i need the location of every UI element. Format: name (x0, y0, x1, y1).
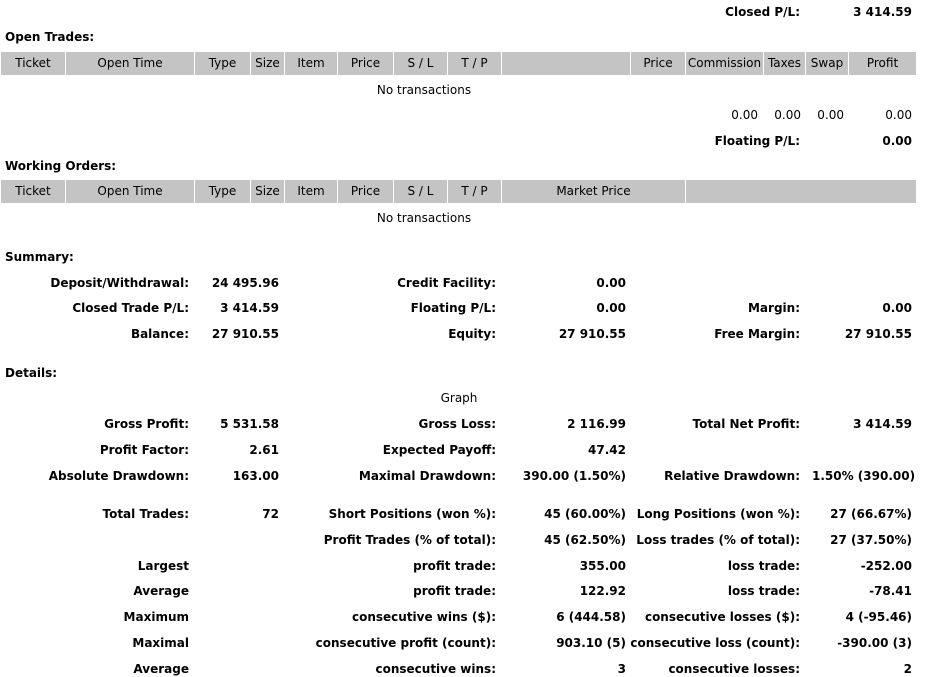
details-value-2: 45 (62.50%) (544, 533, 626, 547)
open-trades-title: Open Trades: (5, 30, 95, 44)
details-label-3: Long Positions (won %): (636, 507, 800, 521)
details-value-2: 3 (617, 662, 626, 676)
balance-label: Balance: (130, 327, 189, 341)
details-value-2: 47.42 (588, 443, 626, 457)
free-margin-label: Free Margin: (714, 327, 800, 341)
details-label-2: Maximal Drawdown: (358, 469, 496, 483)
open-trades-empty: No transactions (376, 83, 472, 97)
details-label-2: Gross Loss: (418, 417, 496, 431)
details-value-3: 4 (-95.46) (845, 610, 912, 624)
open-floating-value: 0.00 (882, 134, 912, 148)
credit-label: Credit Facility: (397, 276, 496, 290)
details-value-2: 2 116.99 (567, 417, 626, 431)
details-value-2: 6 (444.58) (556, 610, 626, 624)
details-title: Details: (5, 366, 58, 380)
details-value-3: -252.00 (860, 559, 912, 573)
details-value-2: 45 (60.00%) (544, 507, 626, 521)
details-value-3: 27 (66.67%) (830, 507, 912, 521)
details-label-1: Largest (137, 559, 189, 573)
details-value-1: 5 531.58 (220, 417, 279, 431)
wo-col-type: Type (195, 180, 251, 203)
wo-col-ticket: Ticket (1, 180, 66, 203)
col-taxes: Taxes (764, 52, 806, 75)
details-label-1: Total Trades: (102, 507, 189, 521)
open-trades-header (1, 52, 916, 75)
closed-trade-value: 3 414.59 (220, 301, 279, 315)
col-size: Size (251, 52, 285, 75)
wo-col-blank (686, 180, 916, 203)
working-orders-empty: No transactions (376, 211, 472, 225)
details-value-3: -390.00 (3) (837, 636, 912, 650)
details-value-3: 27 (37.50%) (830, 533, 912, 547)
details-value-3: 3 414.59 (853, 417, 912, 431)
details-label-1: Absolute Drawdown: (48, 469, 189, 483)
details-label-1: Average (133, 584, 189, 598)
details-label-1: Gross Profit: (104, 417, 189, 431)
details-label-1: Maximal (132, 636, 189, 650)
details-value-2: 122.92 (579, 584, 626, 598)
details-label-3: Loss trades (% of total): (636, 533, 800, 547)
col-blank (502, 52, 631, 75)
details-label-2: Short Positions (won %): (328, 507, 496, 521)
wo-col-sl: S / L (394, 180, 448, 203)
details-label-3: loss trade: (727, 584, 800, 598)
col-tp: T / P (448, 52, 502, 75)
equity-value: 27 910.55 (558, 327, 626, 341)
details-label-1: Maximum (123, 610, 189, 624)
closed-trade-label: Closed Trade P/L: (72, 301, 189, 315)
wo-col-tp: T / P (448, 180, 502, 203)
summary-floating-label: Floating P/L: (410, 301, 496, 315)
wo-col-size: Size (251, 180, 285, 203)
deposit-label: Deposit/Withdrawal: (50, 276, 189, 290)
col-price: Price (338, 52, 394, 75)
col-commission: Commission (686, 52, 764, 75)
balance-value: 27 910.55 (211, 327, 279, 341)
equity-label: Equity: (448, 327, 496, 341)
summary-title: Summary: (5, 250, 74, 264)
total-commission: 0.00 (731, 108, 758, 122)
details-label-3: consecutive losses: (668, 662, 800, 676)
details-label-3: Total Net Profit: (692, 417, 800, 431)
details-label-2: profit trade: (413, 559, 496, 573)
details-label-3: consecutive loss (count): (630, 636, 800, 650)
col-ticket: Ticket (1, 52, 66, 75)
working-orders-header (1, 180, 916, 203)
details-label-2: Profit Trades (% of total): (323, 533, 496, 547)
col-item: Item (285, 52, 338, 75)
details-label-1: Profit Factor: (99, 443, 189, 457)
details-value-2: 355.00 (579, 559, 626, 573)
open-floating-label: Floating P/L: (714, 134, 800, 148)
summary-floating-value: 0.00 (596, 301, 626, 315)
details-label-3: Relative Drawdown: (664, 469, 800, 483)
closed-pl-label: Closed P/L: (725, 5, 800, 19)
credit-value: 0.00 (596, 276, 626, 290)
col-sl: S / L (394, 52, 448, 75)
details-label-3: loss trade: (727, 559, 800, 573)
working-orders-title: Working Orders: (5, 159, 117, 173)
details-label-2: consecutive profit (count): (315, 636, 496, 650)
margin-value: 0.00 (882, 301, 912, 315)
details-value-1: 163.00 (232, 469, 279, 483)
total-swap: 0.00 (817, 108, 844, 122)
col-open-time: Open Time (66, 52, 195, 75)
details-value-3: 2 (903, 662, 912, 676)
wo-col-market-price: Market Price (502, 180, 686, 203)
details-label-2: profit trade: (413, 584, 496, 598)
col-price-current: Price (631, 52, 686, 75)
details-value-1: 2.61 (249, 443, 279, 457)
col-profit: Profit (866, 56, 899, 70)
details-label-2: consecutive wins ($): (351, 610, 496, 624)
wo-col-price: Price (338, 180, 394, 203)
details-label-1: Average (133, 662, 189, 676)
free-margin-value: 27 910.55 (844, 327, 912, 341)
details-value-1: 72 (262, 507, 279, 521)
details-value-3: 1.50% (390.00) (812, 469, 916, 483)
col-swap: Swap (806, 52, 849, 75)
closed-pl-value: 3 414.59 (853, 5, 912, 19)
col-type: Type (195, 52, 251, 75)
details-label-2: consecutive wins: (375, 662, 496, 676)
total-taxes: 0.00 (774, 108, 801, 122)
details-label-2: Expected Payoff: (382, 443, 496, 457)
details-value-2: 390.00 (1.50%) (522, 469, 626, 483)
details-label-3: consecutive losses ($): (644, 610, 800, 624)
details-value-2: 903.10 (5) (556, 636, 626, 650)
wo-col-open-time: Open Time (66, 180, 195, 203)
wo-col-item: Item (285, 180, 338, 203)
graph-link[interactable]: Graph (440, 391, 478, 405)
total-profit: 0.00 (885, 108, 912, 122)
margin-label: Margin: (747, 301, 800, 315)
details-value-3: -78.41 (869, 584, 912, 598)
deposit-value: 24 495.96 (211, 276, 279, 290)
